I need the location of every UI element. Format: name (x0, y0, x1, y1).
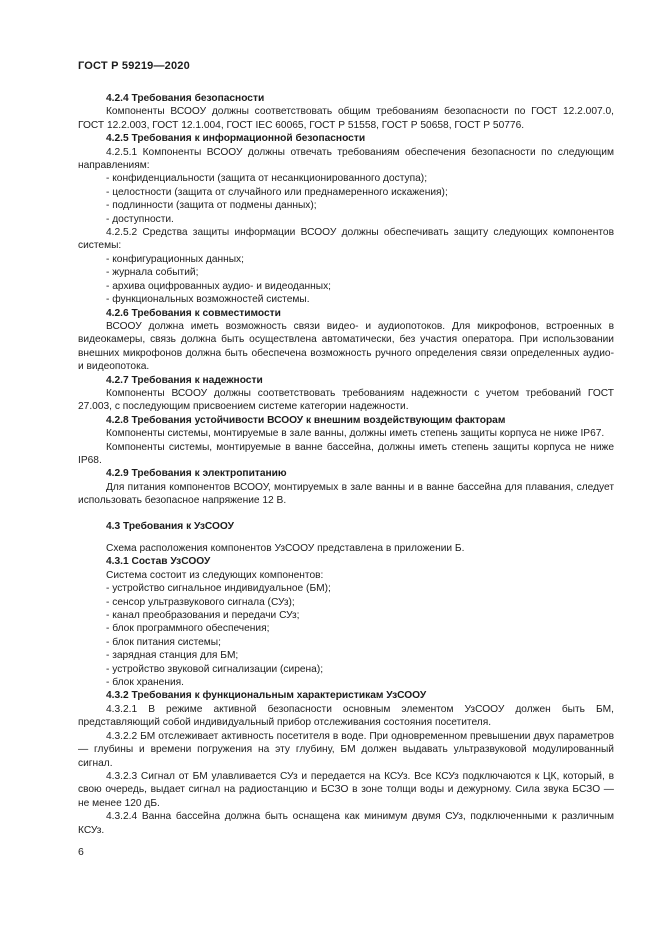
paragraph: 4.3.2.1 В режиме активной безопасности основным элементом УзСООУ должен быть БМ, представляющий собой индивидуальный прибор отслеживания состояния посетителя. (78, 703, 614, 729)
paragraph: Система состоит из следующих компонентов: (106, 569, 324, 581)
list-item: - конфиденциальности (защита от несанкционированного доступа); (106, 173, 428, 185)
list-item: - устройство звуковой сигнализации (сирена); (106, 663, 324, 675)
list-item: - зарядная станция для БМ; (106, 650, 239, 662)
page-number: 6 (78, 846, 84, 858)
list-item: - журнала событий; (106, 267, 199, 279)
paragraph: 4.2.5.2 Средства защиты информации ВСООУ должны обеспечивать защиту следующих компонентов системы: (78, 227, 614, 252)
list-item: - сенсор ультразвукового сигнала (СУз); (106, 596, 295, 608)
paragraph: Компоненты ВСООУ должны соответствовать требованиям надежности с учетом требований ГОСТ 27.003, с последующим присвоением системе категории надежности. (78, 387, 614, 413)
section-heading: 4.2.9 Требования к электропитанию (106, 468, 287, 480)
list-item: - целостности (защита от случайного или преднамеренного искажения); (106, 186, 448, 198)
list-item: - функциональных возможностей системы. (106, 294, 310, 306)
list-item: - канал преобразования и передачи СУз; (106, 610, 300, 622)
major-section-heading: 4.3 Требования к УзСООУ (106, 520, 234, 532)
section-heading: 4.3.2 Требования к функциональным характеристикам УзСООУ (106, 690, 427, 702)
paragraph: Схема расположения компонентов УзСООУ представлена в приложении Б. (106, 543, 465, 554)
paragraph: 4.3.2.3 Сигнал от БМ улавливается СУз и передается на КСУз. Все КСУз подключаются к ЦК, который, в свою очередь, выдает сигнал на радиостанцию и БСЗО в зоне толщи воды и дежурному. Сила звука БСЗО — не менее 120 дБ. (78, 770, 614, 809)
section-heading: 4.3.1 Состав УзСООУ (106, 556, 211, 568)
paragraph: 4.3.2.2 БМ отслеживает активность посетителя в воде. При одновременном превышении двух параметров — глубины и времени погружения на эту глубину, БМ должен выдавать ультразвуковой модулированный сигнал. (78, 730, 614, 769)
paragraph: ВСООУ должна иметь возможность связи видео- и аудиопотоков. Для микрофонов, встроенных в видеокамеры, связь должна быть осуществлена автоматически, без участия оператора. При использовании внешних микрофонов должна быть обеспечена возможность ручного определения связи определенных аудио- и видеопотока. (78, 320, 614, 373)
document-header: ГОСТ Р 59219—2020 (78, 60, 190, 72)
section-heading: 4.2.8 Требования устойчивости ВСООУ к внешним воздействующим факторам (106, 414, 506, 426)
list-item: - подлинности (защита от подмены данных); (106, 200, 317, 212)
list-item: - блок хранения. (106, 677, 184, 689)
section-heading: 4.2.4 Требования безопасности (106, 93, 265, 104)
paragraph: Компоненты ВСООУ должны соответствовать общим требованиям безопасности по ГОСТ 12.2.007.0, ГОСТ 12.2.003, ГОСТ 12.1.004, ГОСТ IEC 60065, ГОСТ Р 51558, ГОСТ Р 50658, ГОСТ Р 50776. (78, 106, 614, 131)
list-item: - блок программного обеспечения; (106, 623, 270, 635)
document-body (78, 92, 614, 837)
list-item: - конфигурационных данных; (106, 253, 244, 265)
paragraph: 4.3.2.4 Ванна бассейна должна быть оснащена как минимум двумя СУз, подключенными к различным КСУз. (78, 811, 614, 836)
list-item: - блок питания системы; (106, 636, 221, 648)
list-item: - архива оцифрованных аудио- и видеоданных; (106, 280, 331, 292)
list-item: - доступности. (106, 213, 174, 225)
list-item: - устройство сигнальное индивидуальное (БМ); (106, 583, 331, 595)
section-heading: 4.2.7 Требования к надежности (106, 374, 263, 386)
paragraph: Для питания компонентов ВСООУ, монтируемых в зале ванны и в ванне бассейна для плавания, следует использовать безопасное напряжение 12 В. (78, 481, 614, 507)
paragraph: 4.2.5.1 Компоненты ВСООУ должны отвечать требованиям обеспечения безопасности по следующим направлениям: (78, 146, 614, 172)
paragraph: Компоненты системы, монтируемые в ванне бассейна, должны иметь степень защиты корпуса не ниже IP68. (78, 441, 614, 466)
paragraph: Компоненты системы, монтируемые в зале ванны, должны иметь степень защиты корпуса не ниже IP67. (106, 428, 605, 440)
section-heading: 4.2.5 Требования к информационной безопасности (106, 133, 366, 145)
section-heading: 4.2.6 Требования к совместимости (106, 307, 281, 319)
